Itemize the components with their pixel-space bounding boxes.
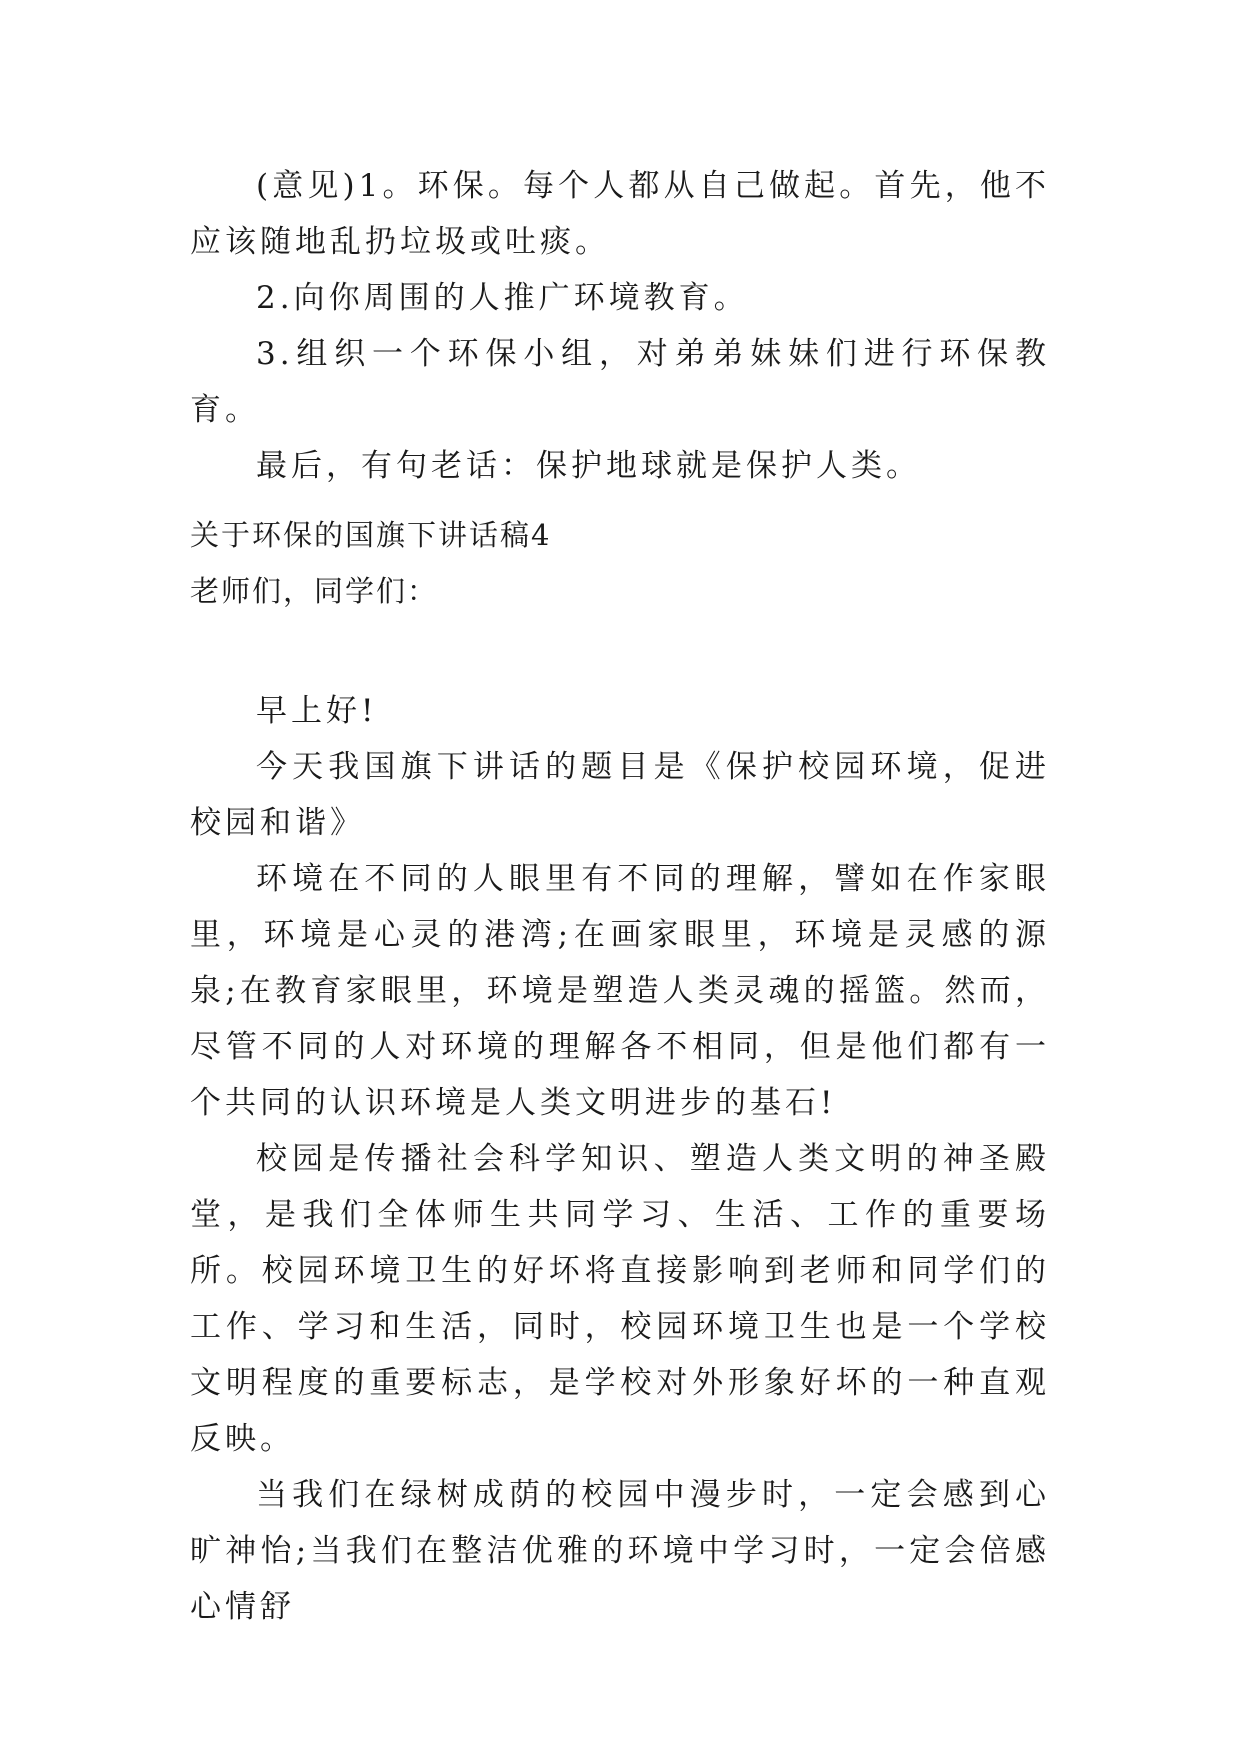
opinion-section — [190, 158, 1050, 494]
speech-salutation: 老师们，同学们： — [190, 574, 439, 608]
paragraph-opinion-1: (意见)1。环保。每个人都从自己做起。首先，他不应该随地乱扔垃圾或吐痰。 — [190, 168, 1050, 260]
speech-body — [190, 683, 1050, 1635]
speech-title: 关于环保的国旗下讲话稿4 — [190, 518, 552, 552]
paragraph-walking: 当我们在绿树成荫的校园中漫步时，一定会感到心旷神怡;当我们在整洁优雅的环境中学习时，一定会倍感心情舒 — [190, 1477, 1050, 1625]
paragraph-environment: 环境在不同的人眼里有不同的理解，譬如在作家眼里，环境是心灵的港湾;在画家眼里，环境是灵感的源泉;在教育家眼里，环境是塑造人类灵魂的摇篮。然而，尽管不同的人对环境的理解各不相同，但是他们都有一个共同的认识环境是人类文明进步的基石! — [190, 861, 1050, 1121]
paragraph-campus: 校园是传播社会科学知识、塑造人类文明的神圣殿堂，是我们全体师生共同学习、生活、工作的重要场所。校园环境卫生的好坏将直接影响到老师和同学们的工作、学习和生活，同时，校园环境卫生也是一个学校文明程度的重要标志，是学校对外形象好坏的一种直观反映。 — [190, 1141, 1050, 1457]
paragraph-topic: 今天我国旗下讲话的题目是《保护校园环境，促进校园和谐》 — [190, 749, 1050, 841]
paragraph-opinion-2: 2.向你周围的人推广环境教育。 — [256, 280, 749, 316]
paragraph-greeting: 早上好! — [256, 693, 378, 729]
paragraph-opinion-3: 3.组织一个环保小组，对弟弟妹妹们进行环保教育。 — [190, 336, 1050, 428]
paragraph-conclusion: 最后，有句老话：保护地球就是保护人类。 — [256, 448, 921, 484]
